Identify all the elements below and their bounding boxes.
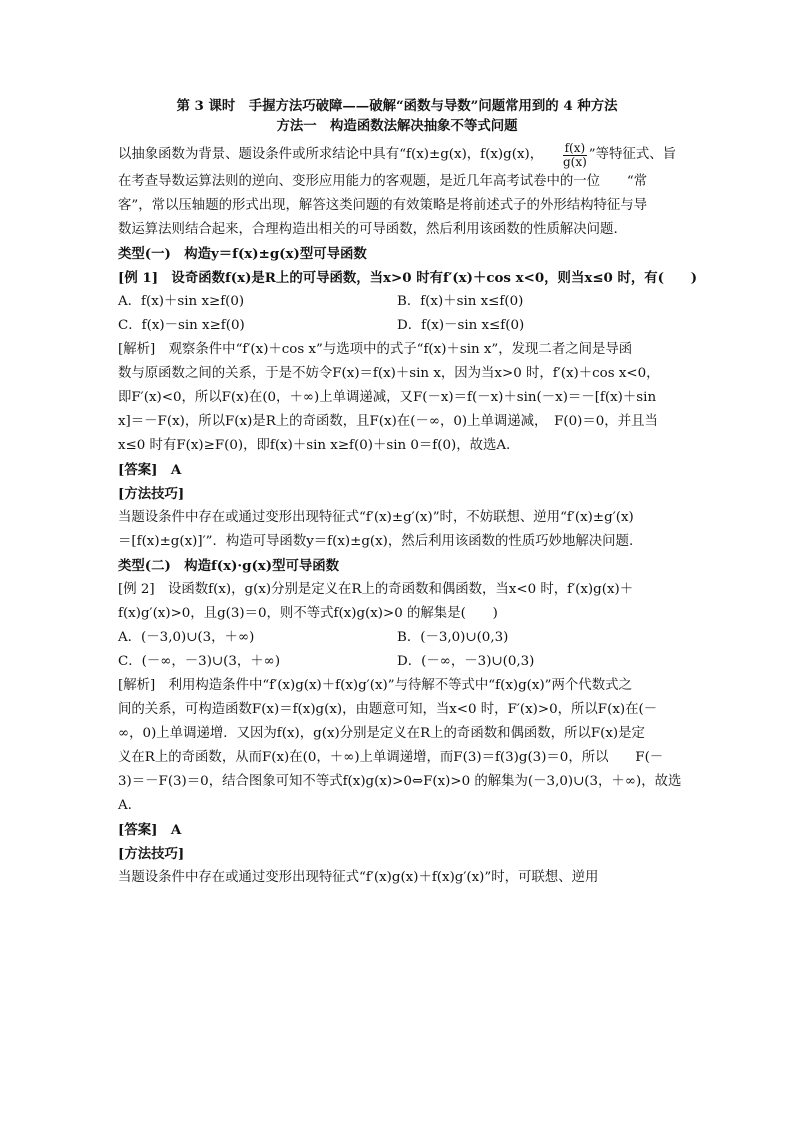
type2-heading: 类型(二) 构造f(x)·g(x)型可导函数 [118,558,340,574]
intro-line-3: 客”，常以压轴题的形式出现，解答这类问题的有效策略是将前述式子的外形结构特征与导 [118,198,648,213]
option-a: A．(－3,0)∪(3，＋∞) [118,630,255,645]
example1-stem: [例 1] 设奇函数f(x)是R上的可导函数，当x>0 时有f′(x)＋cos x<0，则当x≤0 时，有( ) [118,270,698,286]
example2-stem-line-2: f(x)g′(x)>0，且g(3)＝0，则不等式f(x)g(x)>0 的解集是( ) [118,606,498,621]
document-page [118,96,698,890]
lesson-title: 第 3 课时 手握方法巧破障——破解“函数与导数”问题常用到的 4 种方法 [176,98,618,114]
tips2-heading: [方法技巧] [118,846,185,862]
intro-line-4: 数运算法则结合起来，合理构造出相关的可导函数，然后利用该函数的性质解决问题. [118,222,618,237]
example1-options-row-2 [118,314,676,338]
example2-options-row-1 [118,626,676,650]
option-b: B．f(x)＋sin x≤f(0) [397,294,524,309]
example2-options-row-2 [118,650,676,674]
tips1-line-1: 当题设条件中存在或通过变形出现特征式“f′(x)±g′(x)”时，不妨联想、逆用“f′(x)±g′(x) [118,510,634,525]
analysis1-line-3: 即F′(x)<0，所以F(x)在(0，＋∞)上单调递减，又F(－x)＝f(－x)＋sin(－x)＝－[f(x)＋sin [118,390,657,405]
type1-heading: 类型(一) 构造y＝f(x)±g(x)型可导函数 [118,246,367,262]
option-c: C．f(x)－sin x≥f(0) [118,318,245,333]
analysis1-line-1: [解析] 观察条件中“f′(x)＋cos x”与选项中的式子“f(x)＋sin x”，发现二者之间是导函 [118,342,633,357]
tips1-heading: [方法技巧] [118,486,185,502]
tips1-line-2: ＝[f(x)±g(x)]′”．构造可导函数y＝f(x)±g(x)，然后利用该函数的性质巧妙地解决问题. [118,534,634,549]
analysis1-line-2: 数与原函数之间的关系，于是不妨令F(x)＝f(x)＋sin x，因为当x>0 时，f′(x)＋cos x<0， [118,366,660,381]
fraction-f-over-g: $\frac{f(x)}{g(x)}$ [562,140,587,169]
analysis2-line-6: A. [118,798,132,813]
intro-line-1 [118,140,676,170]
example1-options-row-1 [118,290,676,314]
example2-stem-line-1: [例 2] 设函数f(x)，g(x)分别是定义在R上的奇函数和偶函数，当x<0 时，f′(x)g(x)＋ [118,582,634,597]
option-d: D．(－∞，－3)∪(0,3) [397,654,535,669]
option-d: D．f(x)－sin x≤f(0) [397,318,525,333]
option-b: B．(－3,0)∪(0,3) [397,630,509,645]
analysis2-line-3: ∞，0)上单调递增．又因为f(x)，g(x)分别是定义在R上的奇函数和偶函数，所以F(x)是定 [118,726,645,741]
answer2: [答案] A [118,822,182,838]
option-c: C．(－∞，－3)∪(3，＋∞) [118,654,281,669]
tips2-line-1: 当题设条件中存在或通过变形出现特征式“f′(x)g(x)＋f(x)g′(x)”时，可联想、逆用 [118,870,599,885]
intro-line-2: 在考查导数运算法则的逆向、变形应用能力的客观题，是近几年高考试卷中的一位 “常 [118,174,648,189]
analysis2-line-1: [解析] 利用构造条件中“f′(x)g(x)＋f(x)g′(x)”与待解不等式中“f(x)g(x)”两个代数式之 [118,678,632,693]
answer1: [答案] A [118,462,182,478]
analysis1-line-4: x]＝－F(x)，所以F(x)是R上的奇函数，且F(x)在(－∞，0)上单调递减， F(0)＝0，并且当 [118,414,658,429]
analysis2-line-5: 3)＝－F(3)＝0，结合图象可知不等式f(x)g(x)>0⇔F(x)>0 的解集为(－3,0)∪(3，＋∞)，故选 [118,774,682,789]
method-title: 方法一 构造函数法解决抽象不等式问题 [276,118,518,134]
analysis2-line-2: 间的关系，可构造函数F(x)＝f(x)g(x)，由题意可知，当x<0 时，F′(x)>0，所以F(x)在(－ [118,702,658,717]
intro-line-1-post: ”等特征式、旨 [588,147,676,162]
option-a: A．f(x)＋sin x≥f(0) [118,294,245,309]
analysis1-line-5: x≤0 时有F(x)≥F(0)，即f(x)＋sin x≥f(0)＋sin 0＝f(0)，故选A. [118,438,511,453]
analysis2-line-4: 义在R上的奇函数，从而F(x)在(0，＋∞)上单调递增，而F(3)＝f(3)g(3)＝0，所以 F(－ [118,750,664,765]
intro-line-1-pre: 以抽象函数为背景、题设条件或所求结论中具有“f(x)±g(x)，f(x)g(x)， [118,147,544,162]
